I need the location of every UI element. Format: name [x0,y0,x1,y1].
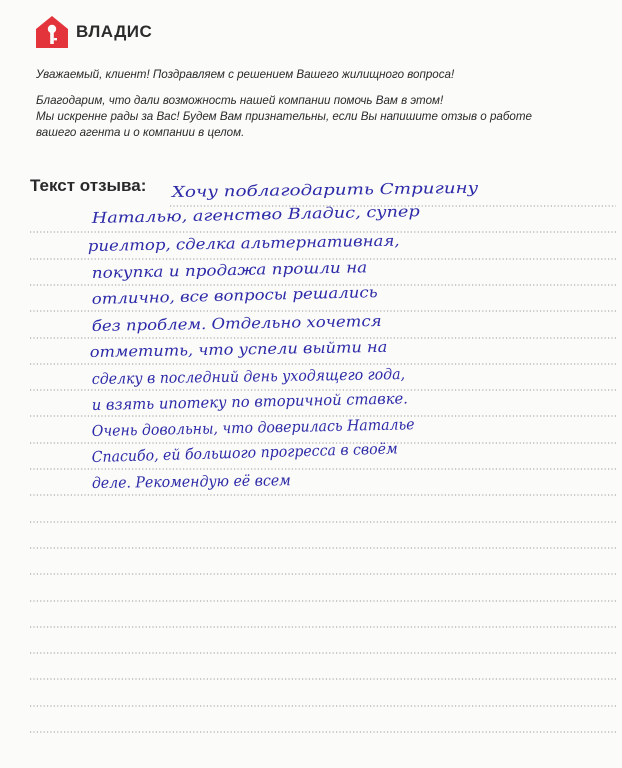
review-label: Текст отзыва: [30,176,147,195]
review-line: Хочу поблагодарить Стригину [171,178,479,201]
thanks-line-3: вашего агента и о компании в целом. [36,126,245,139]
review-line: и взять ипотеку по вторичной ставке. [91,389,409,414]
thanks-line-2: Мы искренне рады за Вас! Будем Вам признательны, если Вы напишите отзыв о работе [36,110,532,123]
review-line: без проблем. Отдельно хочется [91,311,382,335]
review-line: покупка и продажа прошли на [91,258,368,282]
greeting-text: Уважаемый, клиент! Поздравляем с решением Вашего жилищного вопроса! [36,68,455,81]
brand-name: ВЛАДИС [76,22,153,41]
review-line: Наталью, агенство Владис, супер [91,202,420,227]
thanks-line-1: Благодарим, что дали возможность нашей компании помочь Вам в этом! [36,94,444,107]
review-line: Очень довольны, что доверилась Наталье [91,415,415,440]
review-line: сделку в последний день уходящего года, [91,365,406,388]
review-line: отлично, все вопросы решались [91,283,378,308]
review-line: риелтор, сделка альтернативная, [87,231,400,255]
review-line: деле. Рекомендую её всем [91,471,291,492]
review-line: отметить, что успели выйти на [89,337,388,361]
review-line: Спасибо, ей большого прогресса в своём [91,439,398,466]
